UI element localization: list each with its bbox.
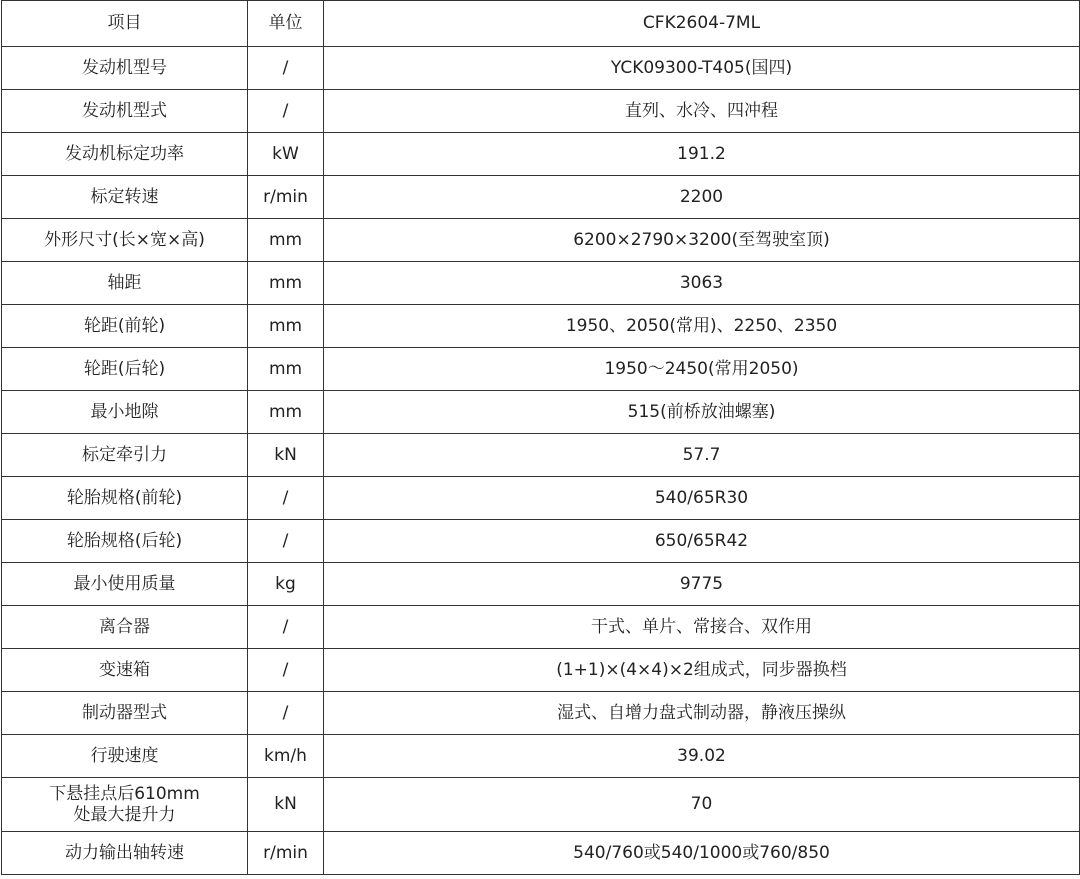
row-value-cell: 70 bbox=[324, 778, 1080, 832]
row-item-cell: 轮胎规格(后轮) bbox=[2, 520, 248, 563]
table-row bbox=[2, 649, 1080, 692]
table-row bbox=[2, 520, 1080, 563]
row-item-cell: 发动机型式 bbox=[2, 90, 248, 133]
row-value-cell: 57.7 bbox=[324, 434, 1080, 477]
table-row bbox=[2, 219, 1080, 262]
table-row bbox=[2, 262, 1080, 305]
row-unit-cell: mm bbox=[248, 348, 324, 391]
row-unit-cell: / bbox=[248, 692, 324, 735]
row-value-cell: YCK09300-T405(国四) bbox=[324, 47, 1080, 90]
row-item-cell: 轮距(后轮) bbox=[2, 348, 248, 391]
row-value-cell: 540/65R30 bbox=[324, 477, 1080, 520]
row-item-cell: 变速箱 bbox=[2, 649, 248, 692]
table-row bbox=[2, 832, 1080, 875]
row-item-cell: 行驶速度 bbox=[2, 735, 248, 778]
row-value-cell: 1950、2050(常用)、2250、2350 bbox=[324, 305, 1080, 348]
row-value-cell: 650/65R42 bbox=[324, 520, 1080, 563]
row-unit-cell: / bbox=[248, 47, 324, 90]
table-row bbox=[2, 305, 1080, 348]
table-header-row bbox=[2, 1, 1080, 47]
row-item-cell: 轮距(前轮) bbox=[2, 305, 248, 348]
table-row bbox=[2, 391, 1080, 434]
row-item-cell: 发动机型号 bbox=[2, 47, 248, 90]
table-row bbox=[2, 348, 1080, 391]
row-value-cell: (1+1)×(4×4)×2组成式，同步器换档 bbox=[324, 649, 1080, 692]
row-value-cell: 干式、单片、常接合、双作用 bbox=[324, 606, 1080, 649]
row-item-cell: 下悬挂点后610mm 处最大提升力 bbox=[2, 778, 248, 832]
table-row bbox=[2, 735, 1080, 778]
row-value-cell: 3063 bbox=[324, 262, 1080, 305]
header-item-cell: 项目 bbox=[2, 1, 248, 47]
table-row bbox=[2, 434, 1080, 477]
row-item-cell: 离合器 bbox=[2, 606, 248, 649]
header-unit-cell: 单位 bbox=[248, 1, 324, 47]
row-unit-cell: / bbox=[248, 649, 324, 692]
table-row bbox=[2, 176, 1080, 219]
row-unit-cell: r/min bbox=[248, 176, 324, 219]
row-value-cell: 39.02 bbox=[324, 735, 1080, 778]
row-item-cell: 最小使用质量 bbox=[2, 563, 248, 606]
row-value-cell: 湿式、自增力盘式制动器，静液压操纵 bbox=[324, 692, 1080, 735]
row-unit-cell: km/h bbox=[248, 735, 324, 778]
row-unit-cell: kg bbox=[248, 563, 324, 606]
row-unit-cell: mm bbox=[248, 305, 324, 348]
row-unit-cell: / bbox=[248, 520, 324, 563]
row-unit-cell: kN bbox=[248, 434, 324, 477]
row-item-cell: 轮胎规格(前轮) bbox=[2, 477, 248, 520]
row-item-cell: 动力输出轴转速 bbox=[2, 832, 248, 875]
table-row bbox=[2, 563, 1080, 606]
spec-table bbox=[1, 0, 1080, 875]
table-row bbox=[2, 692, 1080, 735]
row-item-cell: 最小地隙 bbox=[2, 391, 248, 434]
row-unit-cell: / bbox=[248, 606, 324, 649]
row-value-cell: 191.2 bbox=[324, 133, 1080, 176]
row-value-cell: 直列、水冷、四冲程 bbox=[324, 90, 1080, 133]
row-value-cell: 540/760或540/1000或760/850 bbox=[324, 832, 1080, 875]
header-model-cell: CFK2604-7ML bbox=[324, 1, 1080, 47]
row-unit-cell: mm bbox=[248, 219, 324, 262]
table-row bbox=[2, 47, 1080, 90]
row-item-cell: 外形尺寸(长×宽×高) bbox=[2, 219, 248, 262]
row-unit-cell: kW bbox=[248, 133, 324, 176]
row-value-cell: 1950～2450(常用2050) bbox=[324, 348, 1080, 391]
row-item-cell: 发动机标定功率 bbox=[2, 133, 248, 176]
table-row bbox=[2, 477, 1080, 520]
row-value-cell: 9775 bbox=[324, 563, 1080, 606]
row-unit-cell: mm bbox=[248, 391, 324, 434]
row-unit-cell: / bbox=[248, 90, 324, 133]
row-value-cell: 2200 bbox=[324, 176, 1080, 219]
row-unit-cell: r/min bbox=[248, 832, 324, 875]
table-row bbox=[2, 90, 1080, 133]
row-item-cell: 制动器型式 bbox=[2, 692, 248, 735]
row-value-cell: 515(前桥放油螺塞) bbox=[324, 391, 1080, 434]
row-value-cell: 6200×2790×3200(至驾驶室顶) bbox=[324, 219, 1080, 262]
row-item-cell: 轴距 bbox=[2, 262, 248, 305]
row-item-cell: 标定转速 bbox=[2, 176, 248, 219]
row-unit-cell: mm bbox=[248, 262, 324, 305]
table-row bbox=[2, 778, 1080, 832]
row-item-cell: 标定牵引力 bbox=[2, 434, 248, 477]
row-unit-cell: kN bbox=[248, 778, 324, 832]
row-unit-cell: / bbox=[248, 477, 324, 520]
table-row bbox=[2, 606, 1080, 649]
table-row bbox=[2, 133, 1080, 176]
